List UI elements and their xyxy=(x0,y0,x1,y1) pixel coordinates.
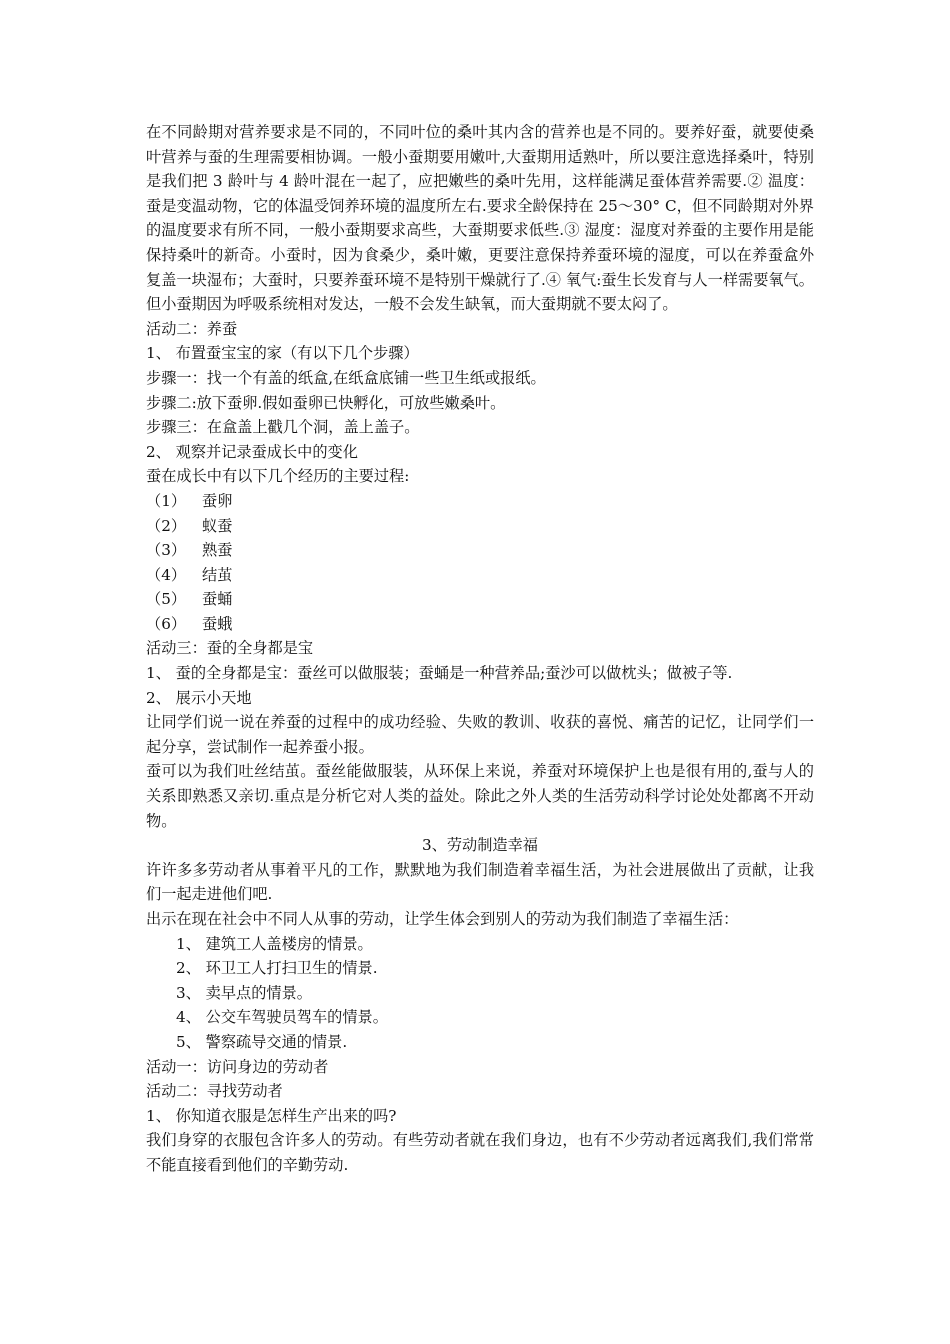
list-item: 2、 环卫工人打扫卫生的情景. xyxy=(176,959,378,978)
stage-number: （2） xyxy=(146,516,187,535)
step-3: 步骤三：在盒盖上戳几个洞，盖上盖子。 xyxy=(146,418,420,437)
list-item xyxy=(146,538,814,563)
list-item: 5、 警察疏导交通的情景. xyxy=(176,1032,348,1051)
list-item: 3、 卖早点的情景。 xyxy=(176,983,312,1002)
section-3-intro: 许许多多劳动者从事着平凡的工作，默默地为我们制造着幸福生活，为社会进展做出了贡献，让我们一起走进他们吧. xyxy=(146,860,814,904)
list-item xyxy=(146,514,814,539)
silk-paragraph: 蚕可以为我们吐丝结茧。蚕丝能做服装，从环保上来说，养蚕对环境保护上也是很有用的,蚕与人的关系即熟悉又亲切.重点是分析它对人类的益处。除此之外人类的生活劳动科学讨论处处都离不开动物。 xyxy=(146,762,814,830)
show-intro: 出示在现在社会中不同人从事的劳动，让学生体会到别人的劳动为我们制造了幸福生活： xyxy=(146,910,739,928)
section-3-title: 3、劳动制造幸福 xyxy=(422,836,538,855)
stage-number: （1） xyxy=(146,491,187,510)
section-3-activity-1: 活动一：访问身边的劳动者 xyxy=(146,1057,329,1076)
section-3-activity-2: 活动二：寻找劳动者 xyxy=(146,1082,283,1101)
section-3-question: 1、 你知道衣服是怎样生产出来的吗? xyxy=(146,1106,397,1125)
stage-name: 蚕蛾 xyxy=(202,614,233,633)
step-2: 步骤二:放下蚕卵.假如蚕卵已快孵化，可放些嫩桑叶。 xyxy=(146,393,506,412)
list-item: 4、 公交车驾驶员驾车的情景。 xyxy=(176,1008,388,1027)
share-paragraph: 让同学们说一说在养蚕的过程中的成功经验、失败的教训、收获的喜悦、痛苦的记忆，让同学们一起分享，尝试制作一起养蚕小报。 xyxy=(146,713,814,756)
stage-name: 蚕卵 xyxy=(202,491,233,510)
stage-name: 熟蚕 xyxy=(202,541,233,560)
stage-number: （5） xyxy=(146,590,187,609)
stage-name: 蚁蚕 xyxy=(202,516,233,535)
stage-name: 蚕蛹 xyxy=(202,590,233,609)
stages-list xyxy=(146,489,814,637)
stage-name: 结茧 xyxy=(202,565,233,584)
list-item xyxy=(146,587,814,612)
activity-2-title: 活动二：养蚕 xyxy=(146,319,238,338)
stages-intro: 蚕在成长中有以下几个经历的主要过程: xyxy=(146,467,410,486)
list-item: 1、 建筑工人盖楼房的情景。 xyxy=(176,934,373,953)
list-item xyxy=(146,489,814,514)
stage-number: （3） xyxy=(146,541,187,560)
step-1: 步骤一：找一个有盖的纸盒,在纸盒底铺一些卫生纸或报纸。 xyxy=(146,368,546,387)
scenes-list xyxy=(146,932,814,1055)
intro-paragraph: 在不同龄期对营养要求是不同的，不同叶位的桑叶其内含的营养也是不同的。要养好蚕，就要使桑叶营养与蚕的生理需要相协调。一般小蚕期要用嫩叶,大蚕期用适熟叶，所以要注意选择桑叶，特别是我们把 3 龄叶与 4 龄叶混在一起了，应把嫩些的桑叶先用，这样能满足蚕体营养需要.② 温度：蚕是变温动物，它的体温受饲养环境的温度所左右.要求全龄保持在 25～30° C，但不同龄期对外界的温度要求有所不同，一般小蚕期要求高些，大蚕期要求低些.③ 湿度：湿度对养蚕的主要作用是能保持桑叶的新奇。小蚕时，因为食桑少，桑叶嫩，更要注意保持养蚕环境的湿度，可以在养蚕盒外复盖一块湿布；大蚕时，只要养蚕环境不是特别干燥就行了.④ 氧气:蚕生长发育与人一样需要氧气。但小蚕期因为呼吸系统相对发达，一般不会发生缺氧，而大蚕期就不要太闷了。 xyxy=(146,123,814,314)
stage-number: （6） xyxy=(146,614,187,633)
activity-3-item-1: 1、 蚕的全身都是宝：蚕丝可以做服装；蚕蛹是一种营养品;蚕沙可以做枕头；做被子等. xyxy=(146,664,733,683)
list-item xyxy=(146,612,814,637)
activity-2-item-2: 2、 观察并记录蚕成长中的变化 xyxy=(146,442,358,461)
stage-number: （4） xyxy=(146,565,187,584)
list-item xyxy=(146,563,814,588)
document-page xyxy=(146,120,814,1178)
activity-3-title: 活动三：蚕的全身都是宝 xyxy=(146,639,314,658)
activity-3-item-2: 2、 展示小天地 xyxy=(146,688,252,707)
final-paragraph: 我们身穿的衣服包含许多人的劳动。有些劳动者就在我们身边，也有不少劳动者远离我们,我们常常不能直接看到他们的辛勤劳动. xyxy=(146,1131,814,1174)
activity-2-item-1: 1、 布置蚕宝宝的家（有以下几个步骤） xyxy=(146,344,419,363)
